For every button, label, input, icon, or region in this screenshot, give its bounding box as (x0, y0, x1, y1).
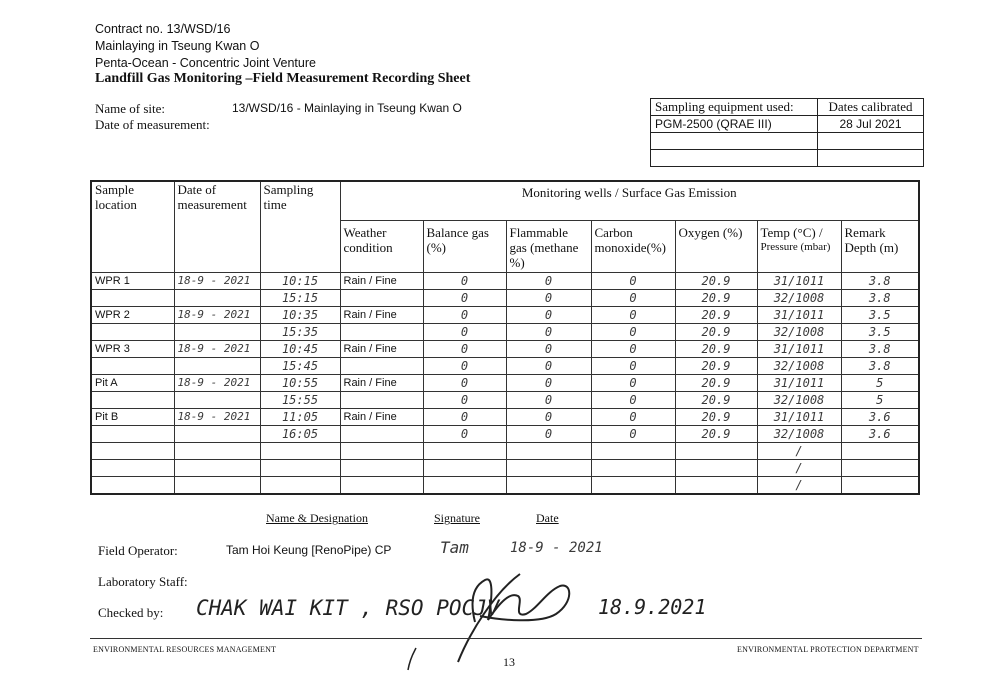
cell-date: 18-9 - 2021 (174, 340, 260, 357)
cell-flammable: 0 (506, 408, 591, 425)
handwritten-signature-icon (400, 562, 600, 672)
cell-date: 18-9 - 2021 (174, 408, 260, 425)
cell-time: 16:05 (260, 425, 340, 442)
cell-co: 0 (591, 306, 675, 323)
header-oxygen: Oxygen (%) (675, 220, 757, 272)
cell-co: 0 (591, 289, 675, 306)
cell-time: 10:45 (260, 340, 340, 357)
cell-location: Pit B (91, 408, 174, 425)
footer-right: ENVIRONMENTAL PROTECTION DEPARTMENT (737, 645, 919, 654)
cell-location (91, 442, 174, 459)
cell-temp: / (757, 476, 841, 494)
cell-time: 10:35 (260, 306, 340, 323)
cell-date (174, 323, 260, 340)
cell-temp: / (757, 459, 841, 476)
cell-oxygen: 20.9 (675, 340, 757, 357)
cell-flammable (506, 476, 591, 494)
cell-flammable: 0 (506, 306, 591, 323)
table-row (91, 374, 919, 391)
site-name-value: 13/WSD/16 - Mainlaying in Tseung Kwan O (232, 101, 462, 115)
cell-co (591, 476, 675, 494)
table-row (91, 357, 919, 374)
cell-oxygen: 20.9 (675, 272, 757, 289)
cell-balance (423, 442, 506, 459)
cell-temp: 32/1008 (757, 323, 841, 340)
cell-flammable: 0 (506, 340, 591, 357)
sheet-title: Landfill Gas Monitoring –Field Measurement Recording Sheet (95, 71, 471, 86)
cell-remark (841, 476, 919, 494)
cell-co: 0 (591, 425, 675, 442)
cell-time: 15:15 (260, 289, 340, 306)
cell-location (91, 459, 174, 476)
cell-location (91, 289, 174, 306)
field-operator-date: 18-9 - 2021 (510, 540, 603, 556)
table-row (91, 306, 919, 323)
cell-temp: 32/1008 (757, 425, 841, 442)
table-row (91, 272, 919, 289)
cell-date: 18-9 - 2021 (174, 306, 260, 323)
table-row (91, 340, 919, 357)
footer-left: ENVIRONMENTAL RESOURCES MANAGEMENT (93, 645, 277, 654)
cell-weather: Rain / Fine (340, 306, 423, 323)
header-sample-location: Sample location (91, 181, 174, 272)
cell-location (91, 357, 174, 374)
table-row (91, 408, 919, 425)
laboratory-staff-label: Laboratory Staff: (98, 574, 188, 589)
cell-location (91, 476, 174, 494)
cell-temp: 31/1011 (757, 408, 841, 425)
cell-co: 0 (591, 340, 675, 357)
cell-weather (340, 357, 423, 374)
cell-co: 0 (591, 391, 675, 408)
cell-balance (423, 476, 506, 494)
cell-weather: Rain / Fine (340, 340, 423, 357)
cell-date (174, 425, 260, 442)
cell-co (591, 442, 675, 459)
footer-rule (90, 638, 922, 639)
cell-time: 15:45 (260, 357, 340, 374)
cell-temp: 32/1008 (757, 289, 841, 306)
cell-remark: 3.8 (841, 340, 919, 357)
cell-weather (340, 459, 423, 476)
cell-date (174, 289, 260, 306)
cell-date: 18-9 - 2021 (174, 272, 260, 289)
cell-co: 0 (591, 408, 675, 425)
cell-balance: 0 (423, 391, 506, 408)
date-heading: Date (536, 511, 559, 525)
cell-flammable (506, 442, 591, 459)
table-row (91, 459, 919, 476)
cell-temp: 31/1011 (757, 272, 841, 289)
table-row (91, 476, 919, 494)
cell-location: WPR 2 (91, 306, 174, 323)
cell-date (174, 357, 260, 374)
cell-oxygen: 20.9 (675, 391, 757, 408)
cell-temp: 32/1008 (757, 357, 841, 374)
table-row (91, 442, 919, 459)
table-row (91, 391, 919, 408)
checked-by-date: 18.9.2021 (598, 595, 707, 619)
equipment-device: PGM-2500 (QRAE III) (651, 116, 818, 133)
header-remark-depth: Remark Depth (m) (841, 220, 919, 272)
cell-oxygen: 20.9 (675, 408, 757, 425)
site-name-label: Name of site: (95, 101, 166, 116)
cell-date (174, 442, 260, 459)
cell-co: 0 (591, 357, 675, 374)
cell-temp: 31/1011 (757, 306, 841, 323)
cell-balance: 0 (423, 289, 506, 306)
cell-remark: 3.5 (841, 306, 919, 323)
cell-oxygen (675, 442, 757, 459)
cell-weather: Rain / Fine (340, 272, 423, 289)
cell-location (91, 425, 174, 442)
cell-time: 15:55 (260, 391, 340, 408)
cell-location (91, 391, 174, 408)
cell-balance (423, 459, 506, 476)
cell-location: WPR 3 (91, 340, 174, 357)
cell-co: 0 (591, 323, 675, 340)
cell-time: 15:35 (260, 323, 340, 340)
cell-remark: 3.8 (841, 289, 919, 306)
cell-balance: 0 (423, 408, 506, 425)
cell-co (591, 459, 675, 476)
cell-balance: 0 (423, 357, 506, 374)
cell-oxygen: 20.9 (675, 374, 757, 391)
cell-flammable: 0 (506, 391, 591, 408)
header-flammable-gas: Flammable gas (methane %) (506, 220, 591, 272)
cell-time: 10:15 (260, 272, 340, 289)
cell-balance: 0 (423, 374, 506, 391)
cell-location: Pit A (91, 374, 174, 391)
cell-weather (340, 442, 423, 459)
cell-remark: 3.5 (841, 323, 919, 340)
page-number: 13 (503, 655, 515, 669)
cell-temp: 32/1008 (757, 391, 841, 408)
cell-balance: 0 (423, 272, 506, 289)
header-time: Sampling time (260, 181, 340, 272)
cell-oxygen (675, 476, 757, 494)
contractor-name: Penta-Ocean - Concentric Joint Venture (95, 56, 316, 70)
measurement-rows (91, 272, 919, 494)
cell-co: 0 (591, 272, 675, 289)
cell-oxygen: 20.9 (675, 289, 757, 306)
cell-weather (340, 289, 423, 306)
header-balance-gas: Balance gas (%) (423, 220, 506, 272)
cell-flammable: 0 (506, 374, 591, 391)
cell-remark: 5 (841, 391, 919, 408)
cell-balance: 0 (423, 323, 506, 340)
calibration-date: 28 Jul 2021 (818, 116, 924, 133)
contract-number: Contract no. 13/WSD/16 (95, 22, 231, 36)
field-operator-label: Field Operator: (98, 543, 178, 558)
header-monitoring-group: Monitoring wells / Surface Gas Emission (340, 181, 919, 220)
cell-remark: 3.8 (841, 272, 919, 289)
cell-date (174, 391, 260, 408)
cell-time: 10:55 (260, 374, 340, 391)
cell-weather: Rain / Fine (340, 374, 423, 391)
field-operator-signature: Tam (440, 538, 469, 557)
cell-time (260, 476, 340, 494)
cell-temp: / (757, 442, 841, 459)
table-row (91, 425, 919, 442)
table-row (91, 289, 919, 306)
checked-by-name: CHAK WAI KIT , RSO POCJV (196, 596, 500, 620)
cell-flammable: 0 (506, 323, 591, 340)
table-row (91, 323, 919, 340)
field-operator-name: Tam Hoi Keung [RenoPipe) CP (226, 543, 392, 557)
cell-remark (841, 459, 919, 476)
cell-oxygen: 20.9 (675, 323, 757, 340)
calibrated-header: Dates calibrated (818, 99, 924, 116)
cell-time: 11:05 (260, 408, 340, 425)
cell-location: WPR 1 (91, 272, 174, 289)
cell-remark: 3.6 (841, 425, 919, 442)
cell-weather (340, 323, 423, 340)
checked-by-label: Checked by: (98, 605, 164, 620)
cell-balance: 0 (423, 306, 506, 323)
cell-date (174, 476, 260, 494)
measurement-table (90, 180, 920, 495)
cell-flammable: 0 (506, 357, 591, 374)
cell-remark (841, 442, 919, 459)
cell-date (174, 459, 260, 476)
cell-weather (340, 425, 423, 442)
cell-weather: Rain / Fine (340, 408, 423, 425)
cell-date: 18-9 - 2021 (174, 374, 260, 391)
cell-oxygen: 20.9 (675, 306, 757, 323)
equipment-header: Sampling equipment used: (651, 99, 818, 116)
cell-co: 0 (591, 374, 675, 391)
cell-balance: 0 (423, 425, 506, 442)
header-date: Date of measurement (174, 181, 260, 272)
project-name: Mainlaying in Tseung Kwan O (95, 39, 260, 53)
header-temp-pressure: Temp (°C) / Pressure (mbar) (757, 220, 841, 272)
header-carbon-monoxide: Carbon monoxide(%) (591, 220, 675, 272)
cell-temp: 31/1011 (757, 340, 841, 357)
header-weather: Weather condition (340, 220, 423, 272)
cell-location (91, 323, 174, 340)
cell-time (260, 442, 340, 459)
name-designation-heading: Name & Designation (266, 511, 368, 525)
cell-oxygen: 20.9 (675, 357, 757, 374)
date-of-measurement-label: Date of measurement: (95, 117, 210, 132)
equipment-table (650, 98, 924, 167)
cell-oxygen (675, 459, 757, 476)
cell-flammable (506, 459, 591, 476)
cell-weather (340, 476, 423, 494)
cell-balance: 0 (423, 340, 506, 357)
cell-remark: 3.8 (841, 357, 919, 374)
cell-temp: 31/1011 (757, 374, 841, 391)
cell-flammable: 0 (506, 272, 591, 289)
signature-heading: Signature (434, 511, 480, 525)
cell-oxygen: 20.9 (675, 425, 757, 442)
cell-flammable: 0 (506, 425, 591, 442)
cell-flammable: 0 (506, 289, 591, 306)
cell-time (260, 459, 340, 476)
cell-remark: 3.6 (841, 408, 919, 425)
cell-weather (340, 391, 423, 408)
cell-remark: 5 (841, 374, 919, 391)
